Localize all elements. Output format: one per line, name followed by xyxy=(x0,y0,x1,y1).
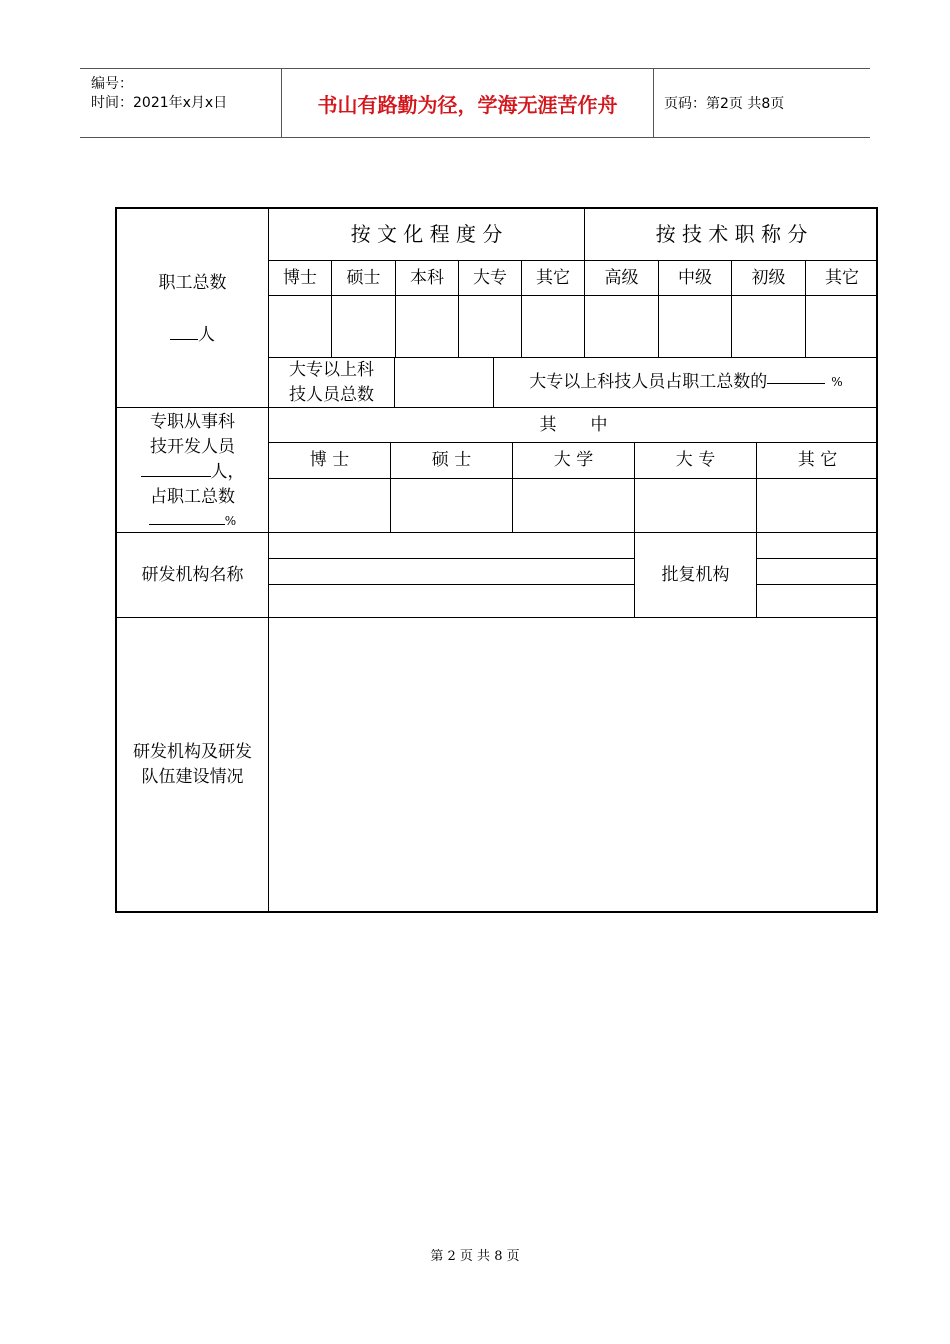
total-staff-count xyxy=(117,323,268,348)
rd-staff-percent: % xyxy=(224,514,237,528)
title-col-other: 其它 xyxy=(825,267,859,288)
edu-col-bachelor: 本科 xyxy=(410,267,444,288)
title-input-other[interactable] xyxy=(806,296,878,357)
rd-input-master[interactable] xyxy=(391,479,512,532)
edu-input-other[interactable] xyxy=(522,296,584,357)
edu-input-college[interactable] xyxy=(459,296,521,357)
approval-org-input[interactable] xyxy=(757,533,878,617)
title-col-senior: 高级 xyxy=(604,267,639,288)
above-college-total-label xyxy=(269,358,394,407)
rd-col-master: 硕 士 xyxy=(431,450,472,471)
rd-staff-label-line4: 占职工总数 xyxy=(150,487,235,507)
rd-input-other[interactable] xyxy=(757,479,878,532)
title-input-middle[interactable] xyxy=(659,296,731,357)
above-college-total-input[interactable] xyxy=(395,358,493,407)
rd-staff-count xyxy=(117,460,268,485)
rd-col-college: 大 专 xyxy=(675,450,716,471)
page-code: 页码：第2页 共8页 xyxy=(664,96,785,112)
above-college-total-label-line1: 大专以上科 xyxy=(289,359,374,380)
rd-staff-ratio xyxy=(117,508,268,533)
title-col-junior: 初级 xyxy=(751,267,786,288)
rd-input-college[interactable] xyxy=(635,479,756,532)
staff-form-table xyxy=(115,207,878,913)
among-title: 其 中 xyxy=(539,414,608,435)
rd-col-phd: 博 士 xyxy=(309,450,350,471)
above-college-total-label-line2: 技人员总数 xyxy=(289,384,374,405)
edu-input-master[interactable] xyxy=(332,296,395,357)
above-college-ratio-text: 大专以上科技人员占职工总数的 xyxy=(529,372,768,393)
rd-col-other: 其 它 xyxy=(797,450,838,471)
header-meta xyxy=(80,69,282,137)
rd-staff-count-blank[interactable] xyxy=(141,475,211,477)
rd-input-phd[interactable] xyxy=(269,479,390,532)
total-staff-label: 职工总数 xyxy=(158,273,227,293)
rd-org-name-input[interactable] xyxy=(269,533,634,617)
title-input-junior[interactable] xyxy=(732,296,805,357)
title-col-middle: 中级 xyxy=(678,267,712,288)
rd-input-university[interactable] xyxy=(513,479,634,532)
page-header xyxy=(80,68,870,138)
edu-col-phd: 博士 xyxy=(283,267,317,288)
rd-staff-label-line2: 技开发人员 xyxy=(150,437,235,457)
rd-col-university: 大 学 xyxy=(553,450,594,471)
rd-org-name-label: 研发机构名称 xyxy=(141,564,244,585)
rd-staff-person-unit: 人， xyxy=(210,462,245,482)
by-education-title: 按 文 化 程 度 分 xyxy=(350,222,503,246)
rd-staff-label-line1: 专职从事科 xyxy=(150,412,235,432)
edu-col-other: 其它 xyxy=(536,267,570,288)
rd-team-label-line1: 研发机构及研发 xyxy=(133,741,252,762)
percent-sign: % xyxy=(831,374,843,389)
rd-team-input[interactable] xyxy=(269,618,878,911)
code-label: 编号： xyxy=(91,76,133,92)
approval-org-label: 批复机构 xyxy=(661,564,730,585)
edu-input-bachelor[interactable] xyxy=(396,296,458,357)
page-footer: 第 2 页 共 8 页 xyxy=(430,1249,520,1264)
edu-input-phd[interactable] xyxy=(269,296,331,357)
rd-staff-ratio-blank[interactable] xyxy=(149,523,225,525)
above-college-ratio-blank[interactable] xyxy=(767,382,825,384)
edu-col-master: 硕士 xyxy=(346,267,381,288)
time-text: 时间：2021年x月x日 xyxy=(91,95,228,111)
person-unit: 人 xyxy=(198,325,215,345)
edu-col-college: 大专 xyxy=(473,267,507,288)
total-staff-blank[interactable] xyxy=(170,338,198,340)
above-college-ratio xyxy=(494,358,878,407)
motto: 书山有路勤为径，学海无涯苦作舟 xyxy=(282,69,654,137)
by-title-title: 按 技 术 职 称 分 xyxy=(655,222,808,246)
rd-team-label-line2: 队伍建设情况 xyxy=(141,766,244,787)
title-input-senior[interactable] xyxy=(585,296,658,357)
total-staff-cell xyxy=(117,209,268,407)
rd-staff-cell xyxy=(117,408,268,532)
rd-team-label xyxy=(117,618,268,911)
